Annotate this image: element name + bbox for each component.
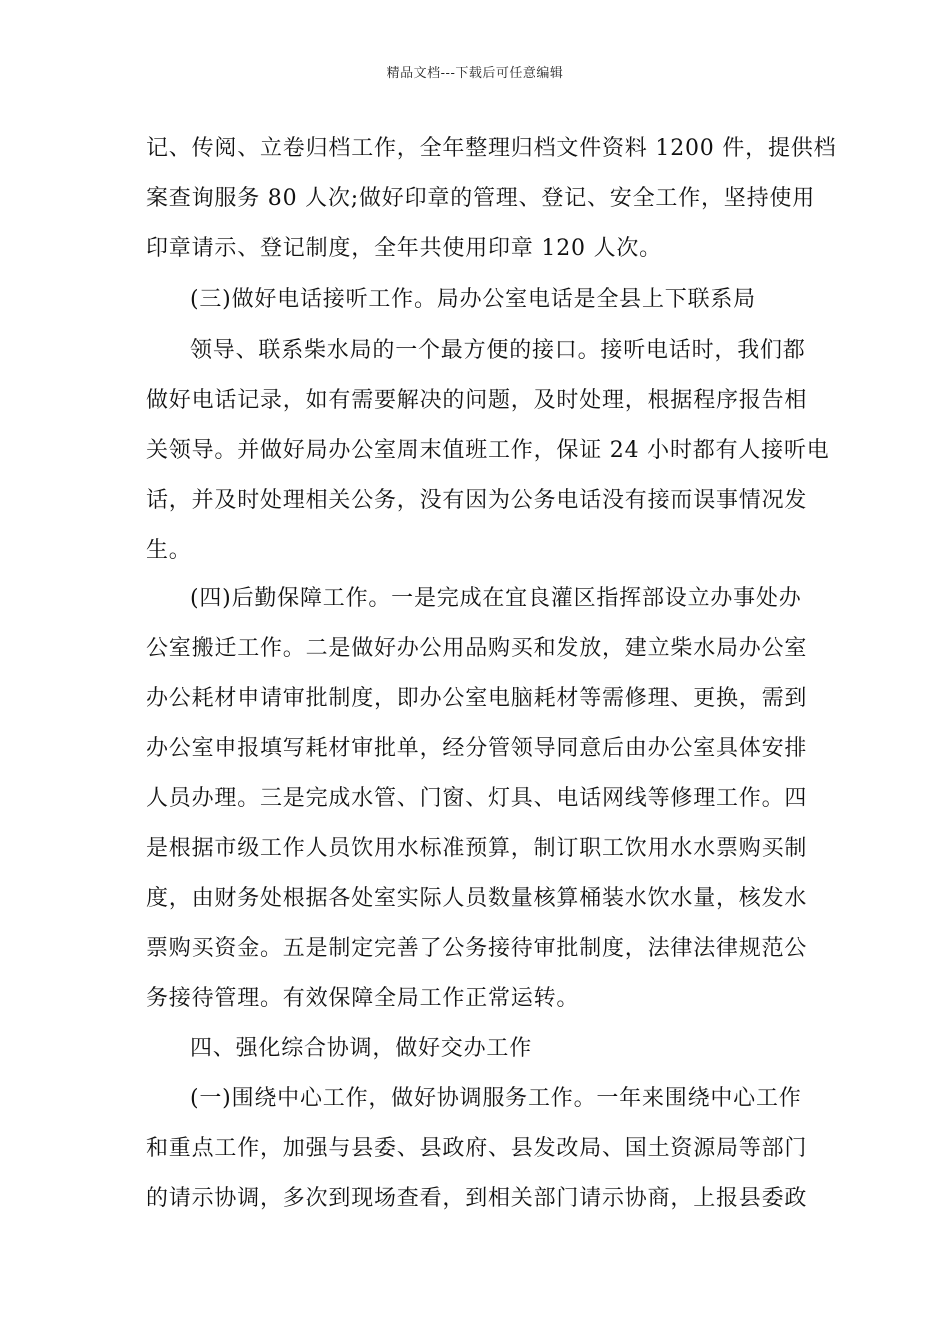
- text-line: 办公室申报填写耗材审批单，经分管领导同意后由办公室具体安排: [146, 736, 808, 761]
- text-line: (四)后勤保障工作。一是完成在宜良灌区指挥部设立办事处办: [190, 586, 802, 611]
- text-line: 做好电话记录，如有需要解决的问题，及时处理，根据程序报告相: [146, 388, 808, 413]
- section-heading: 四、强化综合协调，做好交办工作: [190, 1036, 533, 1061]
- text-line: 生。: [146, 538, 192, 563]
- text-line: 印章请示、登记制度，全年共使用印章 120 人次。: [146, 236, 662, 261]
- page-header: 精品文档---下载后可任意编辑: [386, 66, 564, 81]
- text-line: 是根据市级工作人员饮用水标准预算，制订职工饮用水水票购买制: [146, 836, 808, 861]
- text-line: 务接待管理。有效保障全局工作正常运转。: [146, 986, 580, 1011]
- text-line: (三)做好电话接听工作。局办公室电话是全县上下联系局: [190, 287, 756, 312]
- text-line: 案查询服务 80 人次;做好印章的管理、登记、安全工作，坚持使用: [146, 186, 815, 211]
- text-line: 人员办理。三是完成水管、门窗、灯具、电话网线等修理工作。四: [146, 786, 808, 811]
- text-line: 的请示协调，多次到现场查看，到相关部门请示协商，上报县委政: [146, 1186, 808, 1211]
- text-line: 票购买资金。五是制定完善了公务接待审批制度，法律法律规范公: [146, 936, 808, 961]
- text-line: 话，并及时处理相关公务，没有因为公务电话没有接而误事情况发: [146, 488, 808, 513]
- text-line: 公室搬迁工作。二是做好办公用品购买和发放，建立柴水局办公室: [146, 636, 808, 661]
- text-line: (一)围绕中心工作，做好协调服务工作。一年来围绕中心工作: [190, 1086, 802, 1111]
- text-line: 和重点工作，加强与县委、县政府、县发改局、国土资源局等部门: [146, 1136, 808, 1161]
- text-line: 记、传阅、立卷归档工作，全年整理归档文件资料 1200 件，提供档: [146, 136, 837, 161]
- text-line: 办公耗材申请审批制度，即办公室电脑耗材等需修理、更换，需到: [146, 686, 808, 711]
- text-line: 关领导。并做好局办公室周末值班工作，保证 24 小时都有人接听电: [146, 438, 830, 463]
- text-line: 领导、联系柴水局的一个最方便的接口。接听电话时，我们都: [190, 338, 806, 363]
- text-line: 度，由财务处根据各处室实际人员数量核算桶装水饮水量，核发水: [146, 886, 808, 911]
